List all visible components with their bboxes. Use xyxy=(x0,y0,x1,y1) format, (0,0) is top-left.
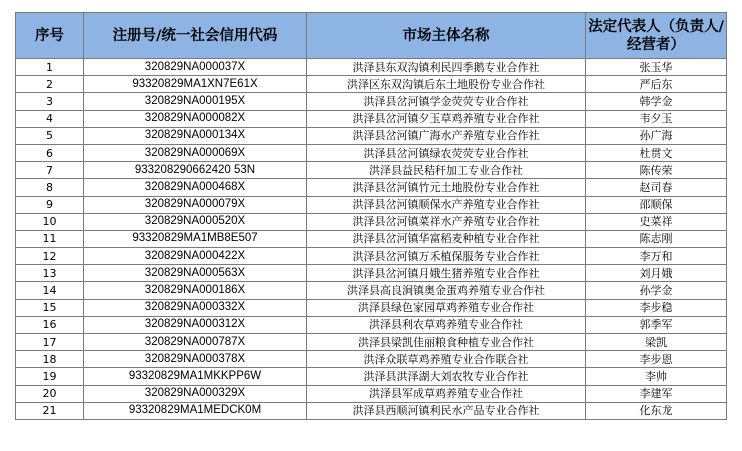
row-representative-cell: 李建军 xyxy=(586,385,727,402)
row-serial-number-cell: 19 xyxy=(16,368,84,385)
row-representative-cell: 赵司春 xyxy=(586,179,727,196)
table-row xyxy=(16,76,727,93)
row-serial-number-cell: 9 xyxy=(16,196,84,213)
row-representative-cell: 张玉华 xyxy=(586,59,727,76)
row-serial-number-cell: 21 xyxy=(16,402,84,419)
row-representative-cell: 严后东 xyxy=(586,76,727,93)
row-representative-cell: 李帅 xyxy=(586,368,727,385)
row-serial-number-cell: 1 xyxy=(16,59,84,76)
row-entity-name-cell: 洪泽县利农草鸡养殖专业合作社 xyxy=(307,316,586,333)
row-representative-cell: 邵顺保 xyxy=(586,196,727,213)
table-row xyxy=(16,402,727,419)
table-row xyxy=(16,265,727,282)
table-row xyxy=(16,299,727,316)
row-entity-name-cell: 洪泽县岔河镇夕玉草鸡养殖专业合作社 xyxy=(307,110,586,127)
table-row xyxy=(16,385,727,402)
table-row xyxy=(16,316,727,333)
row-representative-cell: 李万和 xyxy=(586,248,727,265)
row-credit-code-cell: 320829NA000079X xyxy=(84,196,307,213)
table-row xyxy=(16,230,727,247)
table-row xyxy=(16,351,727,368)
row-credit-code-cell: 320829NA000069X xyxy=(84,144,307,161)
row-credit-code-cell: 320829NA000082X xyxy=(84,110,307,127)
row-entity-name-cell: 洪泽县益民秸秆加工专业合作社 xyxy=(307,162,586,179)
row-entity-name-cell: 洪泽县东双沟镇利民四季鹅专业合作社 xyxy=(307,59,586,76)
row-credit-code-cell: 320829NA000520X xyxy=(84,213,307,230)
row-representative-cell: 梁凯 xyxy=(586,334,727,351)
table-row xyxy=(16,110,727,127)
row-credit-code-cell: 320829NA000329X xyxy=(84,385,307,402)
row-serial-number-cell: 13 xyxy=(16,265,84,282)
row-entity-name-cell: 洪泽县梁凯佳丽粮食种植专业合作社 xyxy=(307,334,586,351)
row-credit-code-cell: 320829NA000312X xyxy=(84,316,307,333)
table-row xyxy=(16,127,727,144)
row-credit-code-cell: 933208290662420 53N xyxy=(84,162,307,179)
table-row xyxy=(16,248,727,265)
row-entity-name-cell: 洪泽县岔河镇月娥生猪养殖专业合作社 xyxy=(307,265,586,282)
row-credit-code-cell: 320829NA000563X xyxy=(84,265,307,282)
row-representative-cell: 孙学金 xyxy=(586,282,727,299)
row-representative-cell: 郭季军 xyxy=(586,316,727,333)
row-serial-number-cell: 7 xyxy=(16,162,84,179)
row-representative-cell: 史菜祥 xyxy=(586,213,727,230)
table-row xyxy=(16,179,727,196)
row-serial-number-cell: 16 xyxy=(16,316,84,333)
row-credit-code-cell: 320829NA000468X xyxy=(84,179,307,196)
row-serial-number-cell: 15 xyxy=(16,299,84,316)
row-credit-code-cell: 320829NA000787X xyxy=(84,334,307,351)
table-row xyxy=(16,59,727,76)
table-row xyxy=(16,282,727,299)
row-credit-code-cell: 93320829MA1MEDCK0M xyxy=(84,402,307,419)
row-credit-code-cell: 320829NA000134X xyxy=(84,127,307,144)
header-row xyxy=(16,13,727,59)
row-entity-name-cell: 洪泽县岔河镇广海水产养殖专业合作社 xyxy=(307,127,586,144)
row-entity-name-cell: 洪泽县岔河镇万禾植保服务专业合作社 xyxy=(307,248,586,265)
row-credit-code-cell: 320829NA000037X xyxy=(84,59,307,76)
row-entity-name-cell: 洪泽县洪泽湖大刘农牧专业合作社 xyxy=(307,368,586,385)
header-entity-name: 市场主体名称 xyxy=(307,13,586,59)
row-entity-name-cell: 洪泽县岔河镇绿农荧荧专业合作社 xyxy=(307,144,586,161)
row-representative-cell: 李步恩 xyxy=(586,351,727,368)
table-body xyxy=(16,59,727,420)
row-credit-code-cell: 93320829MA1MB8E507 xyxy=(84,230,307,247)
table-row xyxy=(16,196,727,213)
row-representative-cell: 韩学金 xyxy=(586,93,727,110)
row-credit-code-cell: 320829NA000332X xyxy=(84,299,307,316)
row-credit-code-cell: 320829NA000422X xyxy=(84,248,307,265)
row-serial-number-cell: 10 xyxy=(16,213,84,230)
row-serial-number-cell: 8 xyxy=(16,179,84,196)
table-row xyxy=(16,93,727,110)
table-header xyxy=(16,13,727,59)
row-serial-number-cell: 20 xyxy=(16,385,84,402)
row-representative-cell: 刘月娥 xyxy=(586,265,727,282)
registry-table xyxy=(15,12,727,420)
table-row xyxy=(16,162,727,179)
header-credit-code: 注册号/统一社会信用代码 xyxy=(84,13,307,59)
row-serial-number-cell: 14 xyxy=(16,282,84,299)
registry-table-container xyxy=(15,12,727,420)
row-representative-cell: 陈志刚 xyxy=(586,230,727,247)
row-serial-number-cell: 11 xyxy=(16,230,84,247)
row-representative-cell: 韦夕玉 xyxy=(586,110,727,127)
row-serial-number-cell: 2 xyxy=(16,76,84,93)
row-serial-number-cell: 12 xyxy=(16,248,84,265)
table-row xyxy=(16,144,727,161)
row-entity-name-cell: 洪泽县岔河镇学金荧荧专业合作社 xyxy=(307,93,586,110)
row-serial-number-cell: 4 xyxy=(16,110,84,127)
row-credit-code-cell: 93320829MA1MKKPP6W xyxy=(84,368,307,385)
row-entity-name-cell: 洪泽县岔河镇顺保水产养殖专业合作社 xyxy=(307,196,586,213)
row-representative-cell: 孙广海 xyxy=(586,127,727,144)
row-entity-name-cell: 洪泽县绿色家园草鸡养殖专业合作社 xyxy=(307,299,586,316)
row-entity-name-cell: 洪泽众联草鸡养殖专业合作联合社 xyxy=(307,351,586,368)
row-serial-number-cell: 5 xyxy=(16,127,84,144)
row-representative-cell: 李步稳 xyxy=(586,299,727,316)
row-entity-name-cell: 洪泽县高良涧镇奥金蛋鸡养殖专业合作社 xyxy=(307,282,586,299)
table-row xyxy=(16,368,727,385)
row-entity-name-cell: 洪泽县岔河镇华富稻麦种植专业合作社 xyxy=(307,230,586,247)
row-credit-code-cell: 320829NA000378X xyxy=(84,351,307,368)
row-serial-number-cell: 17 xyxy=(16,334,84,351)
row-entity-name-cell: 洪泽县岔河镇竹元土地股份专业合作社 xyxy=(307,179,586,196)
row-credit-code-cell: 93320829MA1XN7E61X xyxy=(84,76,307,93)
row-serial-number-cell: 6 xyxy=(16,144,84,161)
table-row xyxy=(16,213,727,230)
row-representative-cell: 杜贯文 xyxy=(586,144,727,161)
row-representative-cell: 化东龙 xyxy=(586,402,727,419)
header-legal-representative: 法定代表人（负责人/经营者） xyxy=(586,13,727,59)
row-entity-name-cell: 洪泽县军成草鸡养殖专业合作社 xyxy=(307,385,586,402)
row-representative-cell: 陈传荣 xyxy=(586,162,727,179)
row-serial-number-cell: 18 xyxy=(16,351,84,368)
row-serial-number-cell: 3 xyxy=(16,93,84,110)
row-credit-code-cell: 320829NA000186X xyxy=(84,282,307,299)
row-credit-code-cell: 320829NA000195X xyxy=(84,93,307,110)
table-row xyxy=(16,334,727,351)
row-entity-name-cell: 洪泽县西顺河镇利民水产品专业合作社 xyxy=(307,402,586,419)
row-entity-name-cell: 洪泽区东双沟镇后东土地股份专业合作社 xyxy=(307,76,586,93)
row-entity-name-cell: 洪泽县岔河镇菜祥水产养殖专业合作社 xyxy=(307,213,586,230)
header-serial-number: 序号 xyxy=(16,13,84,59)
